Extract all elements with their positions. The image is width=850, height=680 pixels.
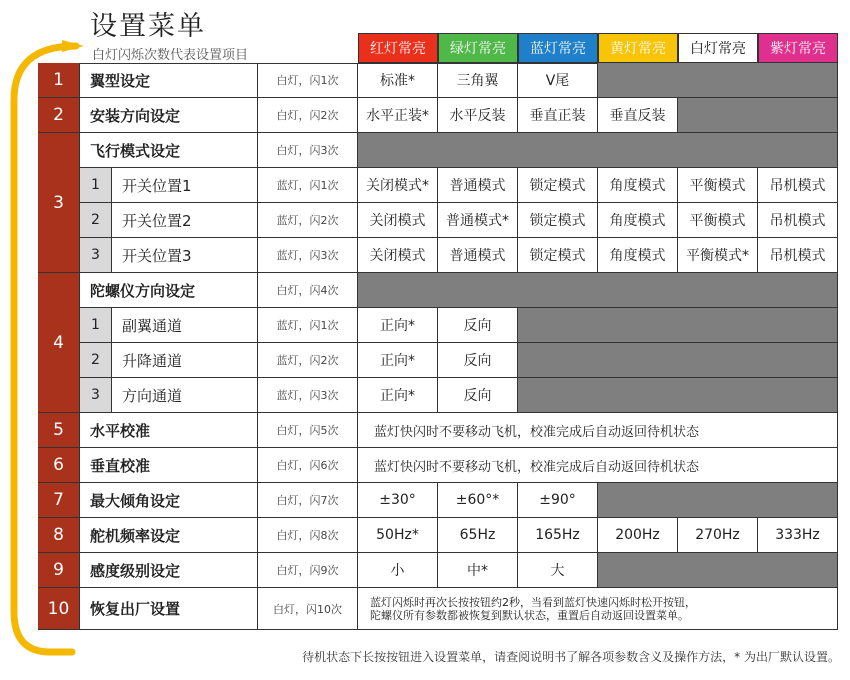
blink-indicator: 蓝灯，闪1次 xyxy=(258,168,358,203)
blink-indicator: 白灯，闪4次 xyxy=(258,273,358,308)
option-cell: 标准* xyxy=(358,63,438,98)
option-cell: 反向 xyxy=(438,343,518,378)
option-cell: 角度模式 xyxy=(598,168,678,203)
row-label: 最大倾角设定 xyxy=(80,483,258,518)
option-cell: 锁定模式 xyxy=(518,203,598,238)
row-label: 陀螺仪方向设定 xyxy=(80,273,258,308)
option-cell: 吊机模式 xyxy=(758,168,838,203)
unused-cell xyxy=(358,273,838,308)
row-number: 8 xyxy=(38,518,80,553)
row-label: 垂直校准 xyxy=(80,448,258,483)
blink-indicator: 白灯，闪3次 xyxy=(258,133,358,168)
column-header: 绿灯常亮 xyxy=(438,33,518,63)
option-cell: 锁定模式 xyxy=(518,168,598,203)
sub-row-label: 开关位置3 xyxy=(112,238,258,273)
option-cell: 普通模式 xyxy=(438,238,518,273)
option-cell: 吊机模式 xyxy=(758,203,838,238)
unused-cell xyxy=(598,63,838,98)
sub-row-number: 1 xyxy=(80,168,112,203)
sub-row-number: 1 xyxy=(80,308,112,343)
option-cell: 中* xyxy=(438,553,518,588)
sub-row-label: 方向通道 xyxy=(112,378,258,413)
row-label: 恢复出厂设置 xyxy=(80,588,258,630)
column-header: 黄灯常亮 xyxy=(598,33,678,63)
blink-indicator: 白灯，闪9次 xyxy=(258,553,358,588)
row-label: 水平校准 xyxy=(80,413,258,448)
column-header: 紫灯常亮 xyxy=(758,33,838,63)
option-cell: ±30° xyxy=(358,483,438,518)
row-number: 6 xyxy=(38,448,80,483)
blink-indicator: 蓝灯，闪2次 xyxy=(258,343,358,378)
row-number: 7 xyxy=(38,483,80,518)
unused-cell xyxy=(358,133,838,168)
blink-indicator: 白灯，闪1次 xyxy=(258,63,358,98)
column-header: 白灯常亮 xyxy=(678,33,758,63)
option-cell: 200Hz xyxy=(598,518,678,553)
row-number: 1 xyxy=(38,63,80,98)
row-label: 飞行模式设定 xyxy=(80,133,258,168)
sub-row-number: 2 xyxy=(80,203,112,238)
instruction-note: 蓝灯快闪时不要移动飞机，校准完成后自动返回待机状态 xyxy=(358,448,838,483)
blink-indicator: 白灯，闪8次 xyxy=(258,518,358,553)
blink-indicator: 白灯，闪10次 xyxy=(258,588,358,630)
option-cell: 165Hz xyxy=(518,518,598,553)
instruction-note xyxy=(358,588,838,630)
row-label: 感度级别设定 xyxy=(80,553,258,588)
option-cell: 关闭模式 xyxy=(358,238,438,273)
option-cell: 270Hz xyxy=(678,518,758,553)
row-label: 翼型设定 xyxy=(80,63,258,98)
sub-row-number: 2 xyxy=(80,343,112,378)
instruction-note-line: 蓝灯闪烁时再次长按按钮约2秒，当看到蓝灯快速闪烁时松开按钮， xyxy=(370,595,696,609)
option-cell: 水平反装 xyxy=(438,98,518,133)
sub-row-label: 开关位置2 xyxy=(112,203,258,238)
option-cell: 角度模式 xyxy=(598,238,678,273)
option-cell: 垂直反装 xyxy=(598,98,678,133)
row-number: 10 xyxy=(38,588,80,630)
unused-cell xyxy=(678,98,838,133)
option-cell: 角度模式 xyxy=(598,203,678,238)
option-cell: 普通模式* xyxy=(438,203,518,238)
blink-indicator: 白灯，闪5次 xyxy=(258,413,358,448)
option-cell: 关闭模式* xyxy=(358,168,438,203)
column-header: 蓝灯常亮 xyxy=(518,33,598,63)
blink-indicator: 蓝灯，闪3次 xyxy=(258,378,358,413)
unused-cell xyxy=(598,483,838,518)
option-cell: ±90° xyxy=(518,483,598,518)
option-cell: 普通模式 xyxy=(438,168,518,203)
row-number: 5 xyxy=(38,413,80,448)
page-subtitle: 白灯闪烁次数代表设置项目 xyxy=(92,48,249,63)
row-number: 9 xyxy=(38,553,80,588)
option-cell: 小 xyxy=(358,553,438,588)
option-cell: 平衡模式 xyxy=(678,168,758,203)
option-cell: 水平正装* xyxy=(358,98,438,133)
option-cell: 65Hz xyxy=(438,518,518,553)
instruction-note-line: 陀螺仪所有参数都被恢复到默认状态，重置后自动返回设置菜单。 xyxy=(370,608,689,622)
page-title: 设置菜单 xyxy=(90,11,206,42)
unused-cell xyxy=(518,343,838,378)
option-cell: 大 xyxy=(518,553,598,588)
option-cell: ±60°* xyxy=(438,483,518,518)
option-cell: 正向* xyxy=(358,378,438,413)
option-cell: 吊机模式 xyxy=(758,238,838,273)
option-cell: 三角翼 xyxy=(438,63,518,98)
sub-row-number: 3 xyxy=(80,378,112,413)
row-label: 舵机频率设定 xyxy=(80,518,258,553)
blink-indicator: 蓝灯，闪2次 xyxy=(258,203,358,238)
option-cell: 锁定模式 xyxy=(518,238,598,273)
row-number: 3 xyxy=(38,133,80,273)
option-cell: 50Hz* xyxy=(358,518,438,553)
option-cell: 反向 xyxy=(438,308,518,343)
unused-cell xyxy=(598,553,838,588)
blink-indicator: 蓝灯，闪3次 xyxy=(258,238,358,273)
option-cell: 333Hz xyxy=(758,518,838,553)
option-cell: 正向* xyxy=(358,343,438,378)
unused-cell xyxy=(518,308,838,343)
sub-row-number: 3 xyxy=(80,238,112,273)
row-number: 4 xyxy=(38,273,80,413)
blink-indicator: 白灯，闪7次 xyxy=(258,483,358,518)
option-cell: 关闭模式 xyxy=(358,203,438,238)
option-cell: V尾 xyxy=(518,63,598,98)
option-cell: 反向 xyxy=(438,378,518,413)
row-label: 安装方向设定 xyxy=(80,98,258,133)
row-number: 2 xyxy=(38,98,80,133)
sub-row-label: 开关位置1 xyxy=(112,168,258,203)
column-header: 红灯常亮 xyxy=(358,33,438,63)
sub-row-label: 副翼通道 xyxy=(112,308,258,343)
footer-note: 待机状态下长按按钮进入设置菜单，请查阅说明书了解各项参数含义及操作方法，* 为出厂默认设置。 xyxy=(302,650,840,664)
unused-cell xyxy=(518,378,838,413)
option-cell: 正向* xyxy=(358,308,438,343)
blink-indicator: 白灯，闪2次 xyxy=(258,98,358,133)
instruction-note: 蓝灯快闪时不要移动飞机，校准完成后自动返回待机状态 xyxy=(358,413,838,448)
option-cell: 平衡模式* xyxy=(678,238,758,273)
sub-row-label: 升降通道 xyxy=(112,343,258,378)
blink-indicator: 蓝灯，闪1次 xyxy=(258,308,358,343)
option-cell: 垂直正装 xyxy=(518,98,598,133)
option-cell: 平衡模式 xyxy=(678,203,758,238)
blink-indicator: 白灯，闪6次 xyxy=(258,448,358,483)
